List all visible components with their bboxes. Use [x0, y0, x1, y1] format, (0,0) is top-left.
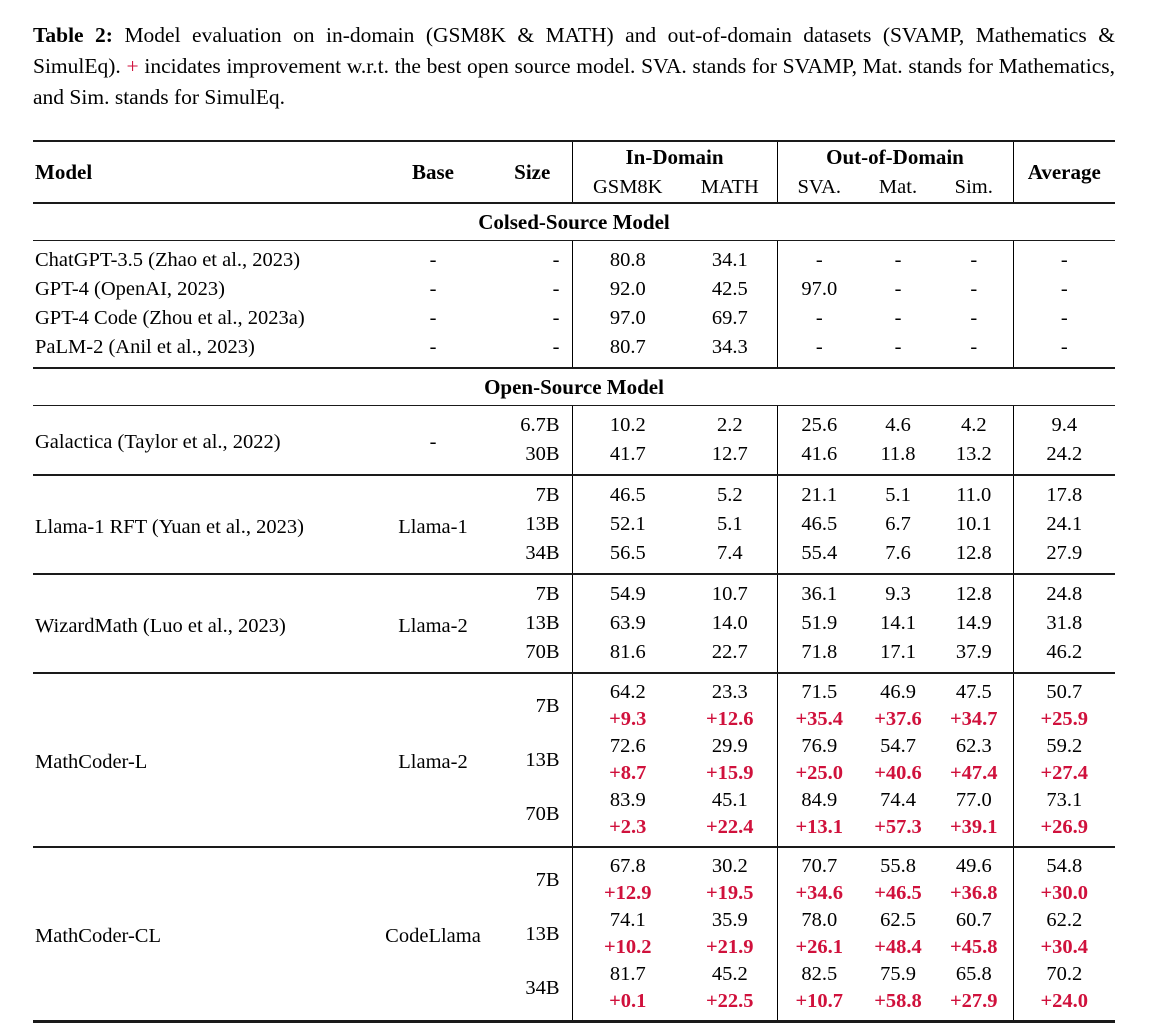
score-cell — [777, 847, 861, 907]
score-cell — [861, 733, 935, 787]
table-row — [33, 304, 1115, 333]
model-cell: PaLM-2 (Anil et al., 2023) — [35, 336, 255, 358]
score-cell — [935, 907, 1013, 961]
table-row — [33, 333, 1115, 368]
delta-value: +12.9 — [603, 882, 652, 904]
score-value: 62.2 — [1046, 909, 1083, 931]
score-cell: 54.9 — [572, 574, 683, 609]
score-cell — [1013, 907, 1115, 961]
score-cell — [777, 673, 861, 733]
score-cell: 12.7 — [711, 443, 748, 465]
column-header-mat: Mat. — [861, 172, 935, 203]
delta-value: +26.9 — [1040, 816, 1089, 838]
score-value: 62.5 — [880, 909, 916, 931]
table-row — [33, 847, 1115, 907]
score-cell: 24.2 — [1013, 440, 1115, 475]
score-cell: - — [777, 333, 861, 368]
caption-label: Table 2: — [33, 23, 113, 47]
delta-value: +36.8 — [949, 882, 998, 904]
size-cell: 70B — [525, 641, 560, 663]
score-cell: 36.1 — [777, 574, 861, 609]
score-cell: 41.7 — [572, 440, 683, 475]
score-cell: 56.5 — [572, 539, 683, 574]
score-value: 54.8 — [1046, 855, 1083, 877]
score-cell: 41.6 — [777, 440, 861, 475]
base-cell: - — [429, 307, 437, 329]
score-cell — [777, 961, 861, 1022]
delta-value: +46.5 — [874, 882, 922, 904]
score-cell: - — [1013, 275, 1115, 304]
delta-value: +27.4 — [1040, 762, 1089, 784]
score-cell — [935, 787, 1013, 847]
score-cell: 14.9 — [955, 612, 992, 634]
score-cell: 97.0 — [777, 275, 861, 304]
score-cell — [861, 907, 935, 961]
score-cell: 71.8 — [777, 638, 861, 673]
score-value: 77.0 — [955, 789, 992, 811]
score-cell: 4.2 — [960, 414, 987, 436]
score-cell — [683, 847, 777, 907]
score-cell: 4.6 — [885, 414, 911, 436]
model-cell: MathCoder-L — [33, 673, 373, 847]
score-cell: 9.4 — [1013, 406, 1115, 441]
delta-value: +47.4 — [949, 762, 998, 784]
delta-value: +10.2 — [603, 936, 652, 958]
score-cell: 24.1 — [1013, 510, 1115, 539]
score-value: 78.0 — [801, 909, 838, 931]
size-cell: 34B — [525, 542, 560, 564]
score-cell — [861, 847, 935, 907]
delta-value: +37.6 — [874, 708, 922, 730]
size-cell: - — [552, 336, 560, 358]
column-header-size: Size — [493, 141, 572, 203]
score-cell — [777, 787, 861, 847]
caption-text-1: Model evaluation on in-domain (GSM8K & MATH) and out-of-domain datasets (SVAMP, Mathematics & SimulEq). — [33, 23, 1115, 78]
base-cell: - — [429, 336, 437, 358]
score-cell: 9.3 — [861, 574, 935, 609]
score-cell: - — [970, 249, 978, 271]
size-cell: - — [552, 307, 560, 329]
caption-text-2: incidates improvement w.r.t. the best open source model. SVA. stands for SVAMP, Mat. stands for Mathematics, and Sim. stands for SimulEq. — [33, 54, 1115, 109]
score-cell: 11.0 — [935, 475, 1013, 510]
score-cell: - — [894, 249, 902, 271]
model-cell: GPT-4 Code (Zhou et al., 2023a) — [35, 307, 305, 329]
score-cell: 21.1 — [777, 475, 861, 510]
score-value: 50.7 — [1046, 681, 1083, 703]
score-value: 29.9 — [711, 735, 748, 757]
score-cell: 52.1 — [572, 510, 683, 539]
score-cell: 51.9 — [777, 609, 861, 638]
score-value: 70.7 — [801, 855, 838, 877]
column-group-in-domain: In-Domain — [572, 141, 777, 172]
score-value: 74.1 — [609, 909, 646, 931]
score-cell: 24.8 — [1013, 574, 1115, 609]
score-cell: 92.0 — [572, 275, 683, 304]
score-cell — [935, 673, 1013, 733]
score-cell — [777, 733, 861, 787]
table-header — [33, 141, 1115, 203]
score-value: 67.8 — [609, 855, 646, 877]
delta-value: +40.6 — [874, 762, 922, 784]
score-cell — [1013, 961, 1115, 1022]
score-cell: 7.6 — [885, 542, 911, 564]
results-table — [33, 140, 1115, 1023]
base-cell: - — [429, 278, 437, 300]
score-cell — [861, 673, 935, 733]
score-value: 23.3 — [711, 681, 748, 703]
column-header-sim: Sim. — [935, 172, 1013, 203]
score-cell: 46.2 — [1013, 638, 1115, 673]
score-cell — [572, 673, 683, 733]
score-cell — [861, 787, 935, 847]
column-header-base: Base — [373, 141, 493, 203]
score-cell: 25.6 — [777, 406, 861, 441]
score-cell — [1013, 847, 1115, 907]
score-cell: 17.1 — [880, 641, 916, 663]
score-value: 75.9 — [880, 963, 916, 985]
score-cell: 13.2 — [955, 443, 992, 465]
score-cell — [683, 907, 777, 961]
score-cell — [777, 907, 861, 961]
score-cell: 5.1 — [861, 475, 935, 510]
table-row — [33, 241, 1115, 276]
score-cell: 22.7 — [711, 641, 748, 663]
score-cell — [572, 907, 683, 961]
table-body — [33, 203, 1115, 1022]
table-row — [33, 406, 1115, 441]
delta-value: +34.7 — [949, 708, 998, 730]
score-cell: 11.8 — [880, 443, 916, 465]
score-cell: - — [777, 241, 861, 276]
score-value: 46.9 — [880, 681, 916, 703]
section-title: Colsed-Source Model — [33, 203, 1115, 241]
score-cell: 69.7 — [711, 307, 748, 329]
score-cell: 10.7 — [683, 574, 777, 609]
delta-value: +22.5 — [705, 990, 754, 1012]
delta-value: +21.9 — [705, 936, 754, 958]
score-value: 70.2 — [1046, 963, 1083, 985]
score-value: 60.7 — [955, 909, 992, 931]
score-cell: 27.9 — [1013, 539, 1115, 574]
score-cell: 46.5 — [777, 510, 861, 539]
score-cell — [683, 961, 777, 1022]
model-cell: Galactica (Taylor et al., 2022) — [35, 431, 281, 453]
score-cell — [683, 733, 777, 787]
score-value: 54.7 — [880, 735, 916, 757]
score-cell — [572, 787, 683, 847]
model-cell: GPT-4 (OpenAI, 2023) — [35, 278, 225, 300]
table-row — [33, 475, 1115, 510]
size-cell: 34B — [525, 976, 560, 999]
table-caption — [33, 20, 1115, 113]
score-cell: 6.7 — [885, 513, 911, 535]
delta-value: +19.5 — [705, 882, 754, 904]
size-cell: - — [552, 249, 560, 271]
score-value: 64.2 — [609, 681, 646, 703]
score-cell: - — [894, 336, 902, 358]
delta-value: +25.0 — [795, 762, 844, 784]
delta-value: +27.9 — [949, 990, 998, 1012]
size-cell: 13B — [525, 748, 560, 771]
table-row — [33, 673, 1115, 733]
score-cell: 5.2 — [683, 475, 777, 510]
score-value: 76.9 — [801, 735, 838, 757]
score-value: 83.9 — [609, 789, 646, 811]
score-cell: 12.8 — [955, 542, 992, 564]
base-cell: Llama-1 — [373, 475, 493, 574]
section-title: Open-Source Model — [33, 368, 1115, 406]
score-value: 74.4 — [880, 789, 916, 811]
column-header-average: Average — [1013, 141, 1115, 203]
score-cell: 97.0 — [572, 304, 683, 333]
score-value: 65.8 — [955, 963, 992, 985]
score-cell: 10.1 — [955, 513, 992, 535]
score-cell: 63.9 — [572, 609, 683, 638]
size-cell: 7B — [493, 475, 572, 510]
delta-value: +2.3 — [609, 816, 647, 838]
score-cell: - — [1013, 333, 1115, 368]
base-cell: Llama-2 — [373, 574, 493, 673]
size-cell: 13B — [525, 922, 560, 945]
table-row — [33, 574, 1115, 609]
score-cell: 81.6 — [572, 638, 683, 673]
score-cell: 42.5 — [711, 278, 748, 300]
score-value: 81.7 — [609, 963, 646, 985]
score-cell — [572, 733, 683, 787]
size-cell: 6.7B — [520, 414, 560, 436]
score-cell: - — [894, 278, 902, 300]
score-value: 55.8 — [880, 855, 916, 877]
score-value: 45.2 — [711, 963, 748, 985]
score-cell: 34.3 — [711, 336, 748, 358]
score-cell: 17.8 — [1013, 475, 1115, 510]
delta-value: +25.9 — [1040, 708, 1089, 730]
score-value: 45.1 — [711, 789, 748, 811]
delta-value: +12.6 — [705, 708, 754, 730]
score-cell: 80.8 — [572, 241, 683, 276]
base-cell: CodeLlama — [373, 847, 493, 1022]
score-value: 59.2 — [1046, 735, 1083, 757]
score-cell — [935, 733, 1013, 787]
score-cell — [572, 847, 683, 907]
column-header-math: MATH — [683, 172, 777, 203]
score-value: 62.3 — [955, 735, 992, 757]
size-cell: 30B — [525, 443, 560, 465]
score-cell: 14.1 — [880, 612, 916, 634]
column-header-gsm8k: GSM8K — [572, 172, 683, 203]
delta-value: +22.4 — [705, 816, 754, 838]
delta-value: +58.8 — [874, 990, 922, 1012]
score-cell: 14.0 — [711, 612, 748, 634]
score-value: 30.2 — [711, 855, 748, 877]
score-cell: - — [970, 278, 978, 300]
score-cell — [683, 673, 777, 733]
score-value: 49.6 — [955, 855, 992, 877]
score-value: 82.5 — [801, 963, 838, 985]
column-header-model: Model — [33, 141, 373, 203]
score-cell: 12.8 — [935, 574, 1013, 609]
delta-value: +48.4 — [874, 936, 922, 958]
delta-value: +35.4 — [795, 708, 844, 730]
score-value: 35.9 — [711, 909, 748, 931]
size-cell: - — [552, 278, 560, 300]
size-cell: 7B — [493, 574, 572, 609]
score-cell — [935, 961, 1013, 1022]
delta-value: +30.4 — [1040, 936, 1089, 958]
delta-value: +9.3 — [609, 708, 647, 730]
base-cell: - — [429, 249, 437, 271]
score-cell: 31.8 — [1013, 609, 1115, 638]
score-cell: 2.2 — [716, 414, 743, 436]
size-cell: 7B — [493, 847, 572, 907]
delta-value: +26.1 — [795, 936, 844, 958]
score-value: 72.6 — [609, 735, 646, 757]
delta-value: +57.3 — [874, 816, 922, 838]
caption-plus-mark: + — [126, 54, 139, 78]
model-cell: WizardMath (Luo et al., 2023) — [33, 574, 373, 673]
score-cell: 34.1 — [711, 249, 748, 271]
score-cell — [1013, 733, 1115, 787]
score-cell: - — [894, 307, 902, 329]
score-cell: 5.1 — [716, 513, 743, 535]
score-cell: 55.4 — [777, 539, 861, 574]
score-cell: 80.7 — [572, 333, 683, 368]
score-value: 73.1 — [1046, 789, 1083, 811]
delta-value: +10.7 — [795, 990, 844, 1012]
score-cell: 46.5 — [572, 475, 683, 510]
score-cell — [1013, 673, 1115, 733]
column-header-sva: SVA. — [777, 172, 861, 203]
score-value: 84.9 — [801, 789, 838, 811]
model-cell: MathCoder-CL — [33, 847, 373, 1022]
score-value: 71.5 — [801, 681, 838, 703]
score-cell — [935, 847, 1013, 907]
size-cell: 7B — [493, 673, 572, 733]
size-cell: 13B — [525, 612, 560, 634]
score-cell — [1013, 787, 1115, 847]
score-value: 47.5 — [955, 681, 992, 703]
size-cell: 13B — [525, 513, 560, 535]
score-cell: 7.4 — [716, 542, 743, 564]
score-cell — [683, 787, 777, 847]
score-cell — [572, 961, 683, 1022]
table-row — [33, 275, 1115, 304]
delta-value: +34.6 — [795, 882, 844, 904]
base-cell: Llama-2 — [373, 673, 493, 847]
model-cell: ChatGPT-3.5 (Zhao et al., 2023) — [35, 249, 301, 271]
delta-value: +30.0 — [1040, 882, 1089, 904]
section-title-row — [33, 368, 1115, 406]
score-cell: - — [970, 307, 978, 329]
delta-value: +0.1 — [609, 990, 647, 1012]
score-cell: - — [1013, 241, 1115, 276]
score-cell: 37.9 — [955, 641, 992, 663]
size-cell: 70B — [525, 802, 560, 825]
delta-value: +13.1 — [795, 816, 844, 838]
score-cell: - — [1013, 304, 1115, 333]
score-cell: - — [777, 304, 861, 333]
base-cell: - — [429, 431, 437, 453]
delta-value: +15.9 — [705, 762, 754, 784]
delta-value: +8.7 — [609, 762, 647, 784]
delta-value: +39.1 — [949, 816, 998, 838]
score-cell: - — [970, 336, 978, 358]
score-cell: 10.2 — [572, 406, 683, 441]
delta-value: +45.8 — [949, 936, 998, 958]
score-cell — [861, 961, 935, 1022]
section-title-row — [33, 203, 1115, 241]
column-group-out-of-domain: Out-of-Domain — [777, 141, 1013, 172]
delta-value: +24.0 — [1040, 990, 1089, 1012]
model-cell: Llama-1 RFT (Yuan et al., 2023) — [33, 475, 373, 574]
